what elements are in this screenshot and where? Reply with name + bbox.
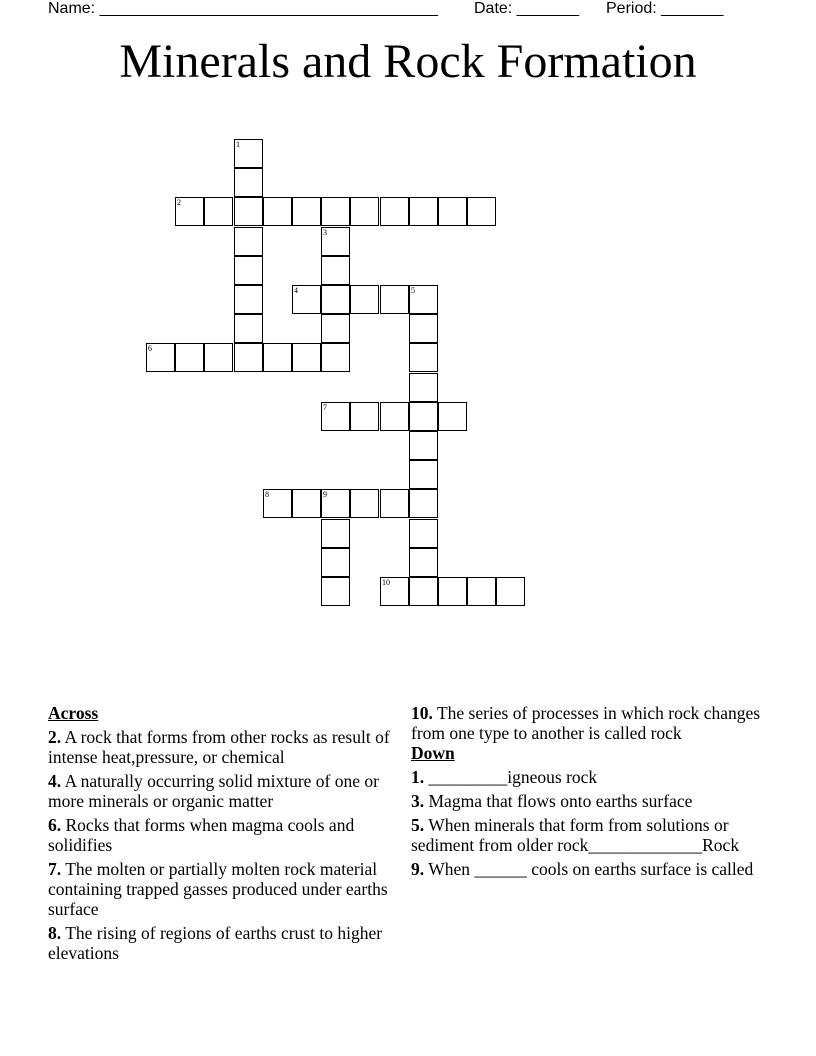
cell-clue-number: 3 [323,228,327,237]
cell-clue-number: 1 [236,140,240,149]
across-clue-2 [48,727,398,767]
crossword-cell[interactable] [292,489,321,518]
cell-clue-number: 9 [323,490,327,499]
crossword-cell[interactable] [409,314,438,343]
clues-column-left [48,703,398,963]
crossword-cell[interactable] [409,548,438,577]
crossword-cell[interactable] [321,314,350,343]
crossword-cell[interactable] [234,139,263,168]
crossword-cell[interactable] [438,197,467,226]
clue-text: When ______ cools on earths surface is called [428,859,754,879]
clue-text: Rocks that forms when magma cools and solidifies [48,815,355,855]
clue-number: 6. [48,815,62,835]
crossword-cell[interactable] [409,402,438,431]
crossword-cell[interactable] [234,256,263,285]
crossword-cell[interactable] [263,343,292,372]
crossword-cell[interactable] [350,489,379,518]
cell-clue-number: 7 [323,403,327,412]
crossword-cell[interactable] [380,285,409,314]
page-title: Minerals and Rock Formation [119,35,697,88]
cell-clue-number: 8 [265,490,269,499]
crossword-cell[interactable] [175,343,204,372]
crossword-cell[interactable] [438,577,467,606]
crossword-cell[interactable] [321,402,350,431]
crossword-cell[interactable] [350,402,379,431]
cell-clue-number: 4 [294,286,298,295]
crossword-cell[interactable] [467,577,496,606]
clue-number: 1. [411,767,425,787]
clue-number: 2. [48,727,62,747]
crossword-cell[interactable] [234,285,263,314]
clue-number: 9. [411,859,425,879]
date-field-label: Date: _______ [474,0,579,17]
clue-text: A rock that forms from other rocks as result of intense heat,pressure, or chemical [48,727,390,767]
crossword-cell[interactable] [292,197,321,226]
crossword-cell[interactable] [409,197,438,226]
clue-number: 3. [411,791,425,811]
crossword-cell[interactable] [409,373,438,402]
crossword-cell[interactable] [175,197,204,226]
crossword-cell[interactable] [496,577,525,606]
crossword-cell[interactable] [350,197,379,226]
crossword-cell[interactable] [234,168,263,197]
crossword-cell[interactable] [409,519,438,548]
down-clue-5 [411,815,761,855]
crossword-cell[interactable] [438,402,467,431]
crossword-cell[interactable] [409,431,438,460]
across-clue-7 [48,859,398,919]
clue-number: 7. [48,859,62,879]
down-clue-1 [411,767,761,787]
clue-number: 4. [48,771,62,791]
cell-clue-number: 2 [177,198,181,207]
clue-text: The series of processes in which rock changes from one type to another is called rock [411,703,761,743]
crossword-cell[interactable] [263,489,292,518]
crossword-cell[interactable] [467,197,496,226]
crossword-cell[interactable] [204,197,233,226]
crossword-cell[interactable] [321,256,350,285]
clue-text: The rising of regions of earths crust to higher elevations [48,923,383,963]
clue-number: 10. [411,703,433,723]
crossword-cell[interactable] [350,285,379,314]
down-heading: Down [411,743,455,763]
crossword-cell[interactable] [380,197,409,226]
crossword-cell[interactable] [321,227,350,256]
across-clue-6 [48,815,398,855]
crossword-cell[interactable] [321,489,350,518]
crossword-cell[interactable] [321,197,350,226]
crossword-cell[interactable] [204,343,233,372]
crossword-cell[interactable] [234,197,263,226]
crossword-cell[interactable] [146,343,175,372]
crossword-cell[interactable] [380,577,409,606]
crossword-cell[interactable] [321,548,350,577]
clues-column-right [411,703,761,879]
name-field-label: Name: ______________________________________ [48,0,438,17]
crossword-cell[interactable] [409,343,438,372]
cell-clue-number: 6 [148,344,152,353]
crossword-cell[interactable] [321,519,350,548]
across-heading: Across [48,703,99,723]
crossword-cell[interactable] [292,285,321,314]
period-field-label: Period: _______ [606,0,724,17]
cell-clue-number: 5 [411,286,415,295]
across-clue-4 [48,771,398,811]
cell-clue-number: 10 [382,578,390,587]
clue-text: Magma that flows onto earths surface [428,791,693,811]
crossword-cell[interactable] [409,489,438,518]
crossword-cell[interactable] [234,314,263,343]
crossword-cell[interactable] [409,285,438,314]
crossword-cell[interactable] [380,489,409,518]
crossword-cell[interactable] [321,577,350,606]
down-clue-3 [411,791,761,811]
clue-number: 8. [48,923,62,943]
across-clue-10 [411,703,761,743]
crossword-cell[interactable] [409,460,438,489]
clue-text: When minerals that form from solutions or sediment from older rock_____________Rock [411,815,740,855]
across-clue-8 [48,923,398,963]
crossword-cell[interactable] [234,227,263,256]
crossword-cell[interactable] [321,343,350,372]
crossword-cell[interactable] [321,285,350,314]
crossword-cell[interactable] [234,343,263,372]
clue-number: 5. [411,815,425,835]
crossword-cell[interactable] [409,577,438,606]
down-clue-9 [411,859,761,879]
clue-text: _________igneous rock [428,767,598,787]
crossword-cell[interactable] [292,343,321,372]
crossword-cell[interactable] [380,402,409,431]
clue-text: The molten or partially molten rock material containing trapped gasses produced under earths surface [48,859,388,919]
clue-text: A naturally occurring solid mixture of one or more minerals or organic matter [48,771,379,811]
crossword-cell[interactable] [263,197,292,226]
